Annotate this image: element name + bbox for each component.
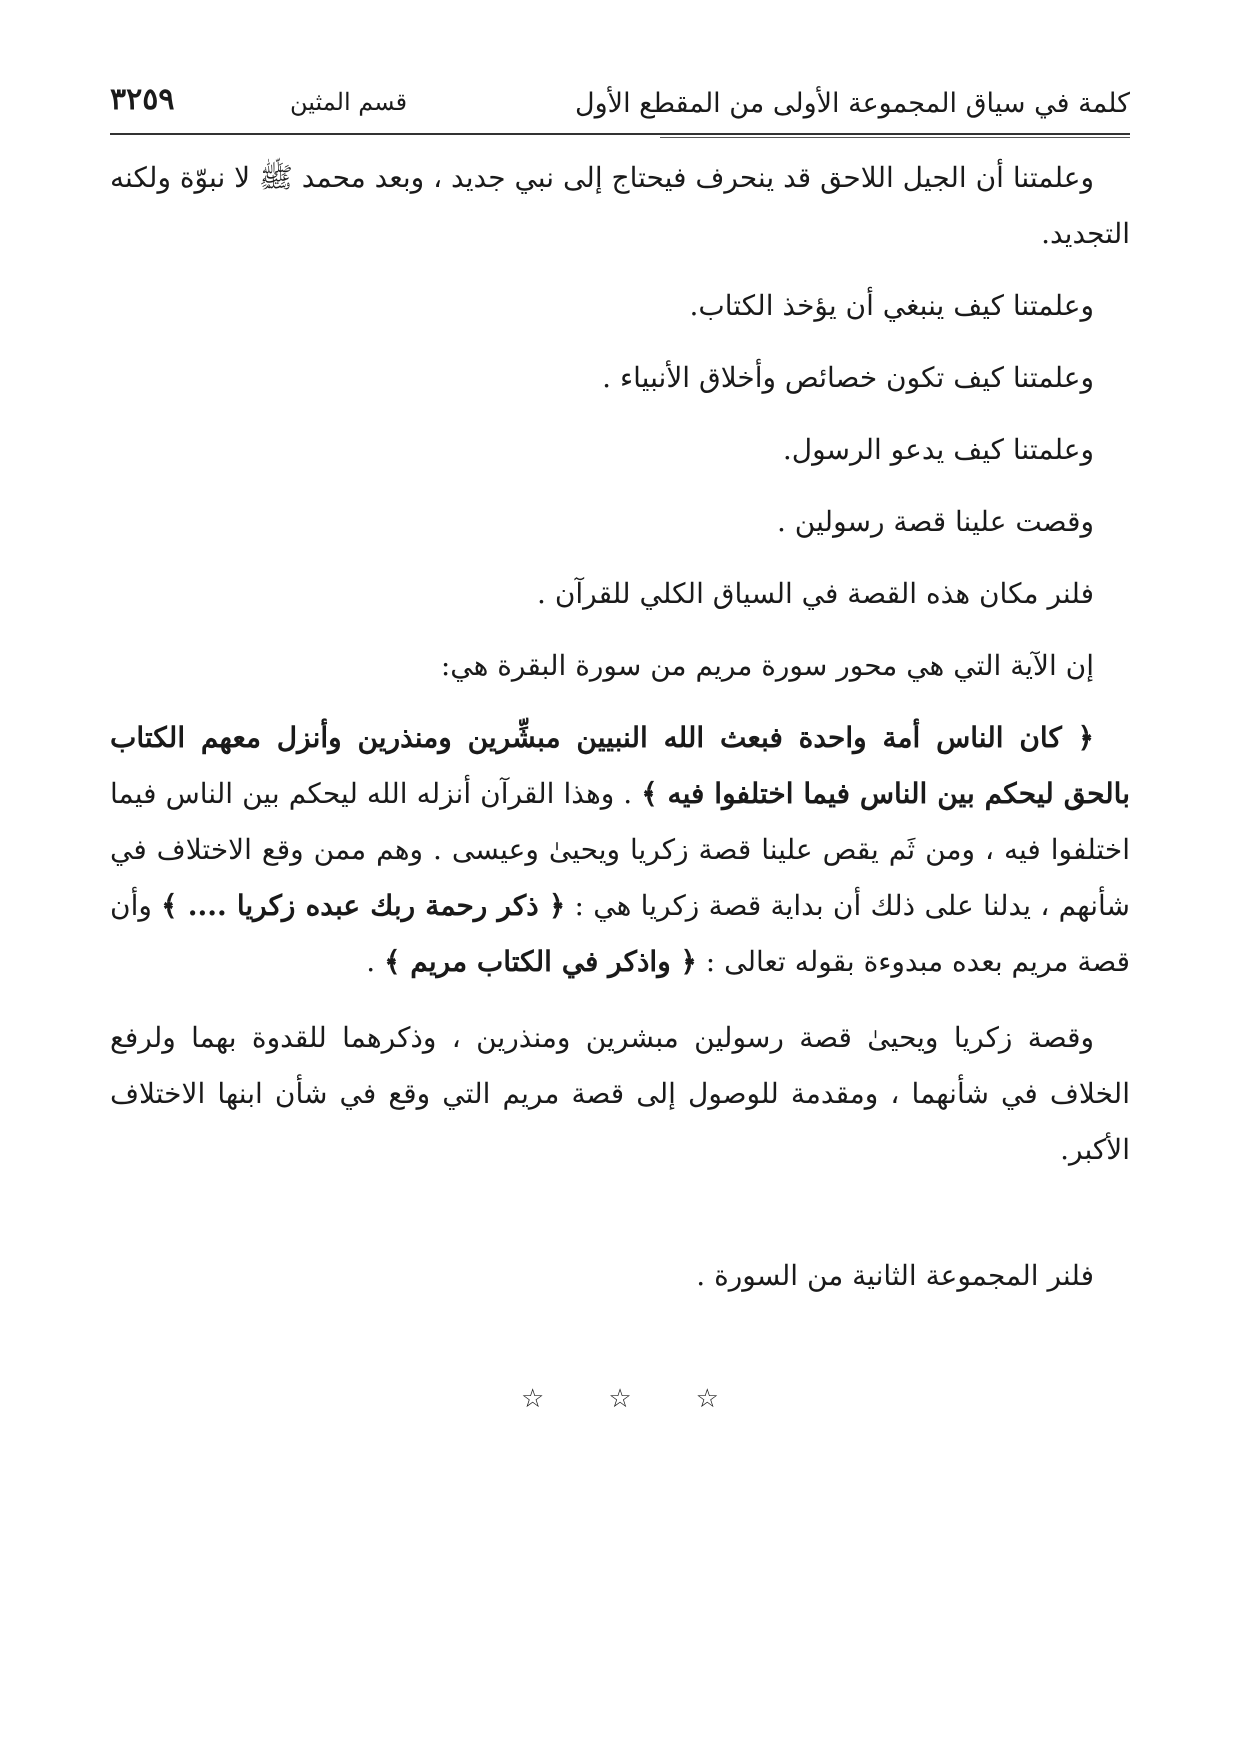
header-rule <box>110 133 1130 135</box>
paragraph: إن الآية التي هي محور سورة مريم من سورة البقرة هي: <box>440 649 1094 682</box>
paragraph: وقصت علينا قصة رسولين . <box>776 505 1094 538</box>
paragraph-text: وأن قصة مريم بعده مبدوءة بقوله تعالى : <box>110 889 1130 978</box>
running-title: كلمة في سياق المجموعة الأولى من المقطع الأول <box>575 88 1130 119</box>
paragraph: وعلمتنا كيف ينبغي أن يؤخذ الكتاب. <box>689 289 1094 322</box>
star-icon: ☆ <box>521 1384 545 1414</box>
quran-verse: ﴿ واذكر في الكتاب مريم ﴾ <box>384 945 697 978</box>
paragraph: وقصة زكريا ويحيىٰ قصة رسولين مبشرين ومنذرين ، وذكرهما للقدوة بهما ولرفع الخلاف في شأنهما ، ومقدمة للوصول إلى قصة مريم التي وقع في شأن ابنها الاختلاف الأكبر. <box>110 1021 1130 1166</box>
page-header <box>110 80 1130 130</box>
star-icon: ☆ <box>608 1384 632 1414</box>
quran-verse: ﴿ كان الناس أمة واحدة فبعث الله النبيين مبشِّرين ومنذرين وأنزل معهم الكتاب بالحق ليحكم بين الناس فيما اختلفوا فيه ﴾ <box>110 721 1130 810</box>
paragraph: وعلمتنا كيف تكون خصائص وأخلاق الأنبياء . <box>602 361 1094 394</box>
quran-verse: ﴿ ذكر رحمة ربك عبده زكريا .... ﴾ <box>161 889 566 922</box>
page-body <box>110 150 1130 1304</box>
paragraph-text: . <box>366 945 385 978</box>
paragraph: وعلمتنا كيف يدعو الرسول. <box>782 433 1094 466</box>
paragraph: فلنر المجموعة الثانية من السورة . <box>696 1259 1094 1292</box>
verse-paragraph <box>110 710 1130 990</box>
section-name: قسم المثين <box>290 88 408 116</box>
paragraph-text: . وهذا القرآن أنزله الله ليحكم بين الناس فيما اختلفوا فيه ، ومن ثَم يقص علينا قصة زكريا ويحيىٰ وعيسى . وهم ممن وقع الاختلاف في شأنهم ، يدلنا على ذلك أن بداية قصة زكريا هي : <box>110 777 1130 922</box>
star-icon: ☆ <box>695 1384 719 1414</box>
header-rule-secondary <box>660 137 1130 138</box>
page-number: ٣٢٥٩ <box>110 82 175 117</box>
section-separator <box>0 1384 1240 1414</box>
paragraph: وعلمتنا أن الجيل اللاحق قد ينحرف فيحتاج إلى نبي جديد ، وبعد محمد ﷺ لا نبوّة ولكنه التجديد. <box>110 161 1130 250</box>
paragraph: فلنر مكان هذه القصة في السياق الكلي للقرآن . <box>537 577 1094 610</box>
